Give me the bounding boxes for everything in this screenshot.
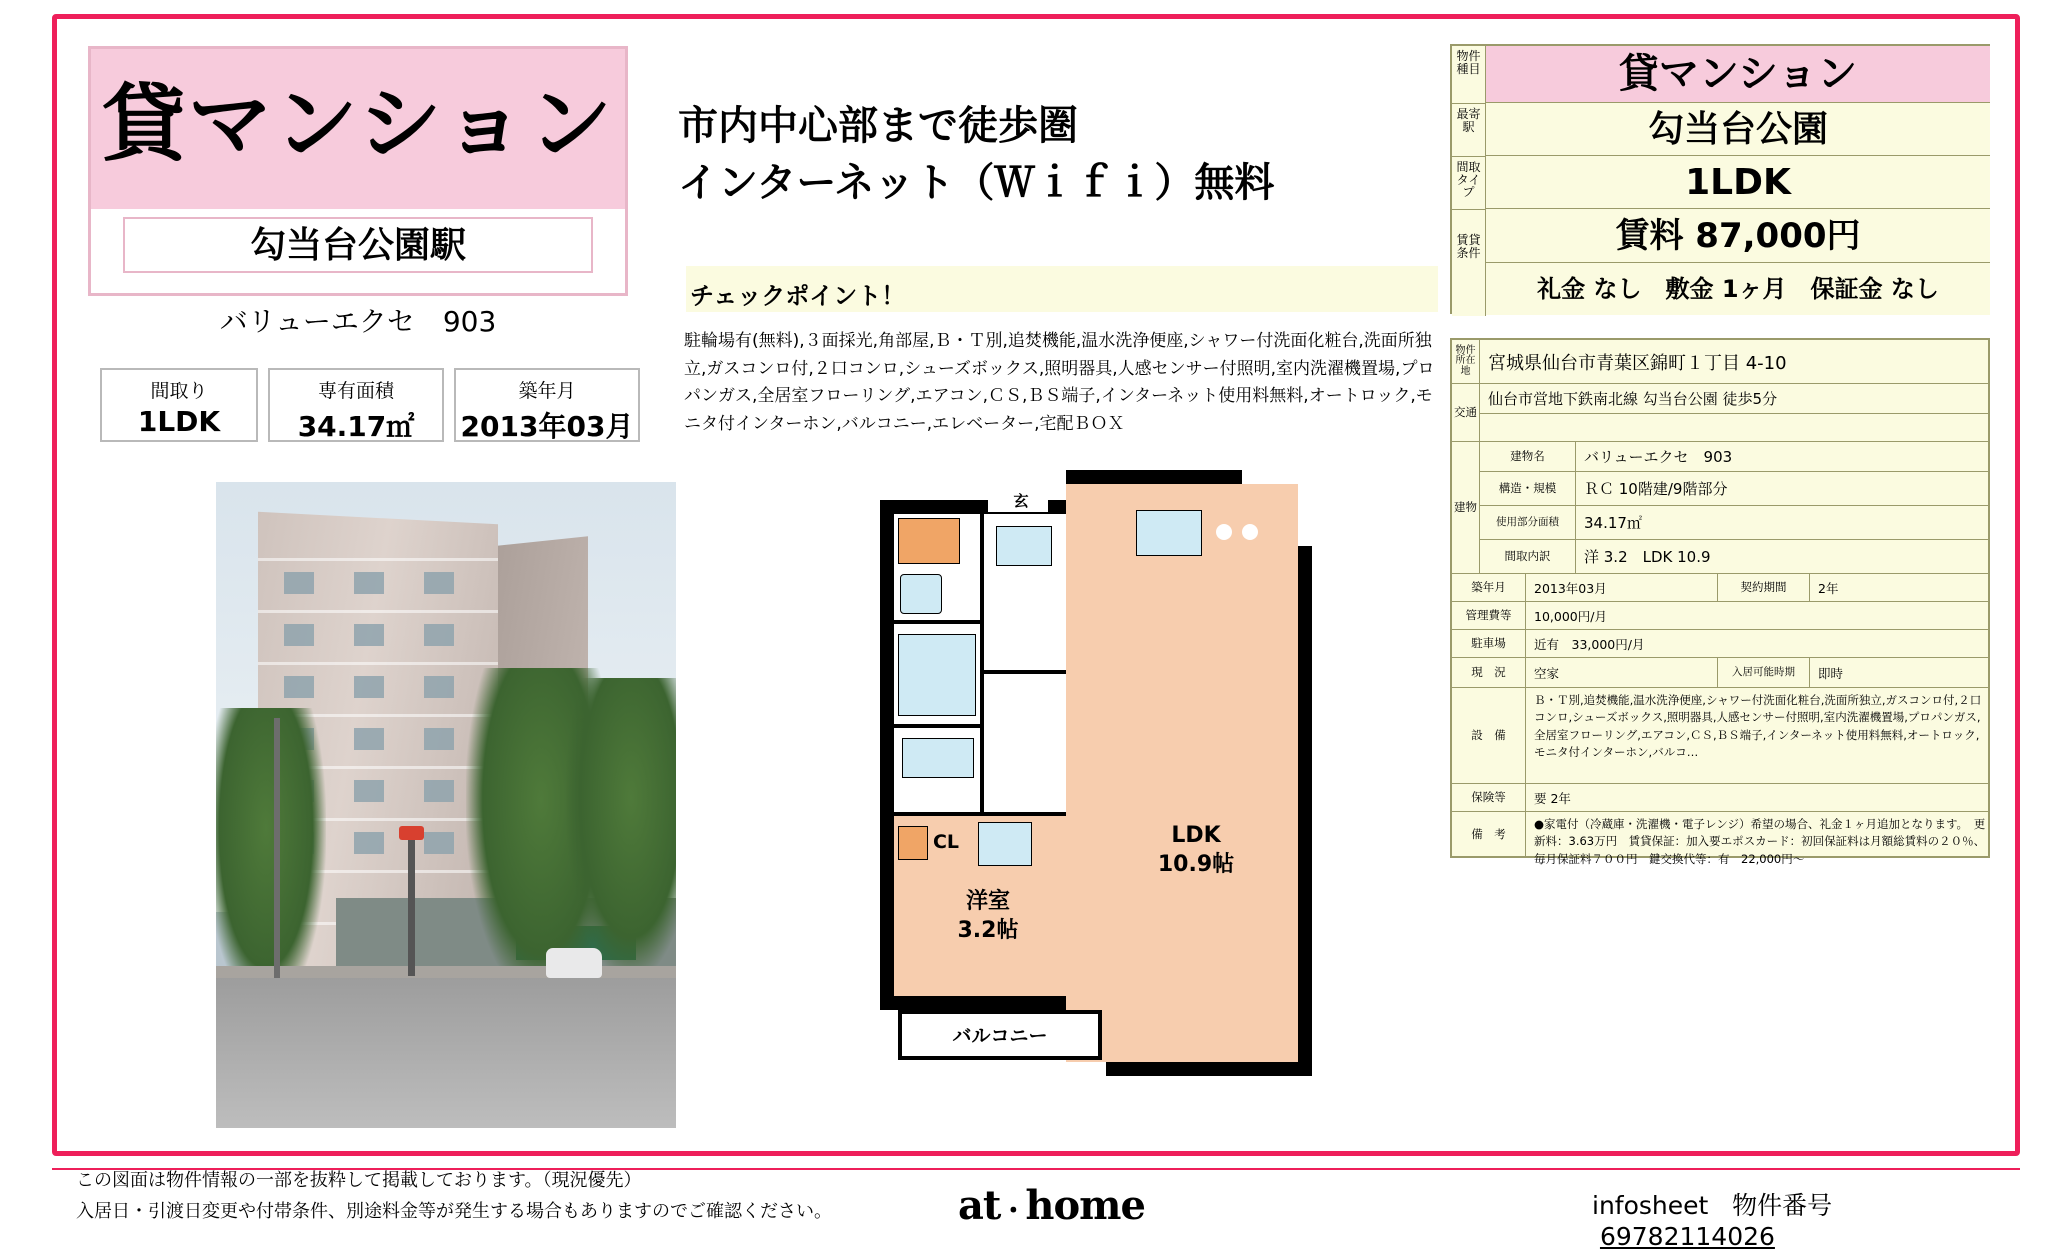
plan-kitchen-sink xyxy=(1136,510,1202,556)
details-label-equipment: 設 備 xyxy=(1452,688,1526,784)
details-value-structure: ＲＣ 10階建/9階部分 xyxy=(1576,472,1988,506)
summary-label-station: 最寄駅 xyxy=(1452,103,1486,156)
plan-toilet xyxy=(900,574,942,614)
details-value-contract: 2年 xyxy=(1810,574,1988,602)
photo-traffic-signal xyxy=(408,826,415,976)
details-label-address: 物件所在地 xyxy=(1452,340,1480,384)
details-label-structure: 構造・規模 xyxy=(1480,472,1576,506)
details-label-traffic: 交通 xyxy=(1452,384,1480,442)
summary-station-text: 勾当台公園 xyxy=(1647,109,1828,150)
details-label-area: 使用部分面積 xyxy=(1480,506,1576,540)
details-value-parking: 近有 33,000円/月 xyxy=(1526,630,1988,658)
spec-area-label: 専有面積 xyxy=(317,380,394,402)
spec-area-value: 34.17㎡ xyxy=(297,410,415,443)
spec-layout-label: 間取り xyxy=(150,380,208,402)
details-label-layout-detail: 間取内訳 xyxy=(1480,540,1576,574)
plan-room-name: 洋室 xyxy=(965,889,1010,914)
details-value-layout-detail: 洋 3.2 LDK 10.9 xyxy=(1576,540,1988,574)
details-label-building-name: 建物名 xyxy=(1480,442,1576,472)
footer-note-line-2: 入居日・引渡日変更や付帯条件、別途料金等が発生する場合もありますのでご確認ください。 xyxy=(76,1200,832,1222)
summary-value-type xyxy=(1486,46,1990,103)
photo-tree xyxy=(216,708,326,1008)
details-value-equipment: Ｂ・Ｔ別,追焚機能,温水洗浄便座,シャワー付洗面化粧台,洗面所独立,ガスコンロ付,２口コンロ,シューズボックス,照明器具,人感センサー付照明,室内洗濯機置場,プロパンガス,全居室フローリング,エアコン,ＣＳ,ＢＳ端子,インターネット使用料無料,オートロック,モニタ付インターホン,バルコ… xyxy=(1526,688,1988,784)
summary-value-deposit xyxy=(1486,263,1990,315)
plan-wall xyxy=(1298,546,1312,1076)
catch-line-1: 市内中心部まで徒歩圏 xyxy=(678,103,1078,149)
summary-deposit-text: 礼金 なし 敷金 1ヶ月 保証金 なし xyxy=(1537,275,1939,303)
plan-entrance-tile xyxy=(898,518,960,564)
footer-infosheet xyxy=(1592,1186,2022,1251)
property-no-value: 69782114026 xyxy=(1599,1222,1775,1251)
details-label-contract: 契約期間 xyxy=(1718,574,1810,602)
plan-room-size: 3.2帖 xyxy=(957,917,1019,943)
spec-layout xyxy=(100,368,258,442)
details-value-address: 宮城県仙台市青葉区錦町１丁目 4-10 xyxy=(1480,340,1988,384)
summary-type-text: 貸マンション xyxy=(1618,51,1858,97)
spec-year-label: 築年月 xyxy=(518,380,576,402)
plan-balcony-label: バルコニー xyxy=(952,1025,1048,1047)
details-label-status: 現 況 xyxy=(1452,658,1526,688)
plan-entrance-label: 玄 xyxy=(1013,492,1029,510)
summary-value-rent xyxy=(1486,209,1990,263)
property-no-label: 物件番号 xyxy=(1732,1191,1833,1220)
checkpoint-title: チェックポイント！ xyxy=(690,282,906,310)
plan-washbasin xyxy=(902,738,974,778)
summary-label-terms: 賃貸条件 xyxy=(1452,209,1486,316)
plan-partition xyxy=(894,620,984,624)
athome-logo-dot: ・ xyxy=(1000,1196,1026,1227)
plan-stove-burner xyxy=(1216,524,1232,540)
details-value-traffic: 仙台市営地下鉄南北線 勾当台公園 徒歩5分 xyxy=(1480,384,1988,414)
page-title: 貸マンション xyxy=(101,75,615,173)
plan-partition xyxy=(894,724,984,728)
plan-ldk-size: 10.9帖 xyxy=(1157,851,1235,877)
details-label-insurance: 保険等 xyxy=(1452,784,1526,812)
athome-logo-at: at xyxy=(958,1182,1001,1229)
footer-note-line-1: この図面は物件情報の一部を抜粋して掲載しております。（現況優先） xyxy=(76,1170,642,1191)
details-value-area: 34.17㎡ xyxy=(1576,506,1988,540)
details-value-insurance: 要 2年 xyxy=(1526,784,1988,812)
spec-layout-value: 1LDK xyxy=(137,405,221,438)
details-label-parking: 駐車場 xyxy=(1452,630,1526,658)
plan-partition xyxy=(980,514,984,814)
plan-wall xyxy=(1066,470,1242,484)
plan-ldk-label xyxy=(1106,822,1286,879)
catch-copy xyxy=(678,98,1418,212)
plan-stove-burner xyxy=(1242,524,1258,540)
details-value-remarks: ●家電付（冷蔵庫・洗濯機・電子レンジ）希望の場合、礼金１ヶ月追加となります。 更新料：3.63万円 賃貸保証：加入要エポスカード：初回保証料は月額総賃料の２０％、毎月保証料７００円 鍵交換代等：有 22,000円～ xyxy=(1526,812,1988,856)
photo-tree xyxy=(566,678,676,978)
catch-line-2: インターネット（Ｗｉｆｉ）無料 xyxy=(678,159,1275,206)
details-table xyxy=(1450,338,1990,866)
building-name: バリューエクセ 903 xyxy=(219,305,497,338)
infosheet-label: infosheet xyxy=(1592,1191,1709,1220)
title-block xyxy=(88,46,628,296)
property-photo xyxy=(216,482,676,1128)
plan-wall xyxy=(880,500,1080,514)
summary-value-layout xyxy=(1486,156,1990,209)
details-value-year: 2013年03月 xyxy=(1526,574,1718,602)
footer-note xyxy=(76,1166,936,1228)
summary-label-layout: 間取タイプ xyxy=(1452,156,1486,209)
checkpoint-text: 駐輪場有(無料),３面採光,角部屋,Ｂ・Ｔ別,追焚機能,温水洗浄便座,シャワー付洗面化粧台,洗面所独立,ガスコンロ付,２口コンロ,シューズボックス,照明器具,人感センサー付照明,室内洗濯機置場,プロパンガス,全居室フローリング,エアコン,ＣＳ,ＢＳ端子,インターネット使用料無料,オートロック,モニタ付インターホン,バルコニー,エレベーター,宅配ＢＯＸ xyxy=(684,331,1435,434)
summary-top xyxy=(1450,44,1990,314)
photo-road xyxy=(216,978,676,1128)
details-value-mgmt: 10,000円/月 xyxy=(1526,602,1988,630)
details-value-status: 空家 xyxy=(1526,658,1718,688)
details-label-year: 築年月 xyxy=(1452,574,1526,602)
spec-area xyxy=(268,368,444,442)
details-label-remarks: 備 考 xyxy=(1452,812,1526,856)
photo-utility-pole xyxy=(274,718,280,978)
details-value-movein: 即時 xyxy=(1810,658,1988,688)
plan-partition xyxy=(984,670,1066,674)
plan-wall xyxy=(880,500,894,1010)
plan-washer-space xyxy=(978,822,1032,866)
summary-layout-text: 1LDK xyxy=(1685,162,1791,203)
plan-room-fill-bottom xyxy=(1120,1010,1298,1062)
summary-label-type: 物件種目 xyxy=(1452,46,1486,103)
plan-ldk-name: LDK xyxy=(1171,823,1221,848)
summary-value-station xyxy=(1486,103,1990,156)
spec-row xyxy=(100,368,640,442)
plan-room-label xyxy=(918,888,1058,945)
photo-car xyxy=(546,948,602,978)
plan-closet-label: CL xyxy=(932,831,960,853)
plan-wall xyxy=(1106,1062,1312,1076)
summary-rent-text: 賃料 87,000円 xyxy=(1615,216,1861,256)
floor-plan xyxy=(880,470,1350,1130)
station-label: 勾当台公園駅 xyxy=(123,217,593,273)
details-label-movein: 入居可能時期 xyxy=(1718,658,1810,688)
details-label-mgmt: 管理費等 xyxy=(1452,602,1526,630)
plan-shoe-box xyxy=(996,526,1052,566)
details-value-building-name: バリューエクセ 903 xyxy=(1576,442,1988,472)
spec-year xyxy=(454,368,640,442)
spec-year-value: 2013年03月 xyxy=(460,410,634,443)
plan-room-fill-ldk xyxy=(1066,484,1298,1062)
athome-logo-home: home xyxy=(1025,1182,1145,1229)
details-value-traffic-2 xyxy=(1480,414,1988,442)
plan-bathtub xyxy=(898,634,976,716)
details-label-building: 建物 xyxy=(1452,442,1480,574)
